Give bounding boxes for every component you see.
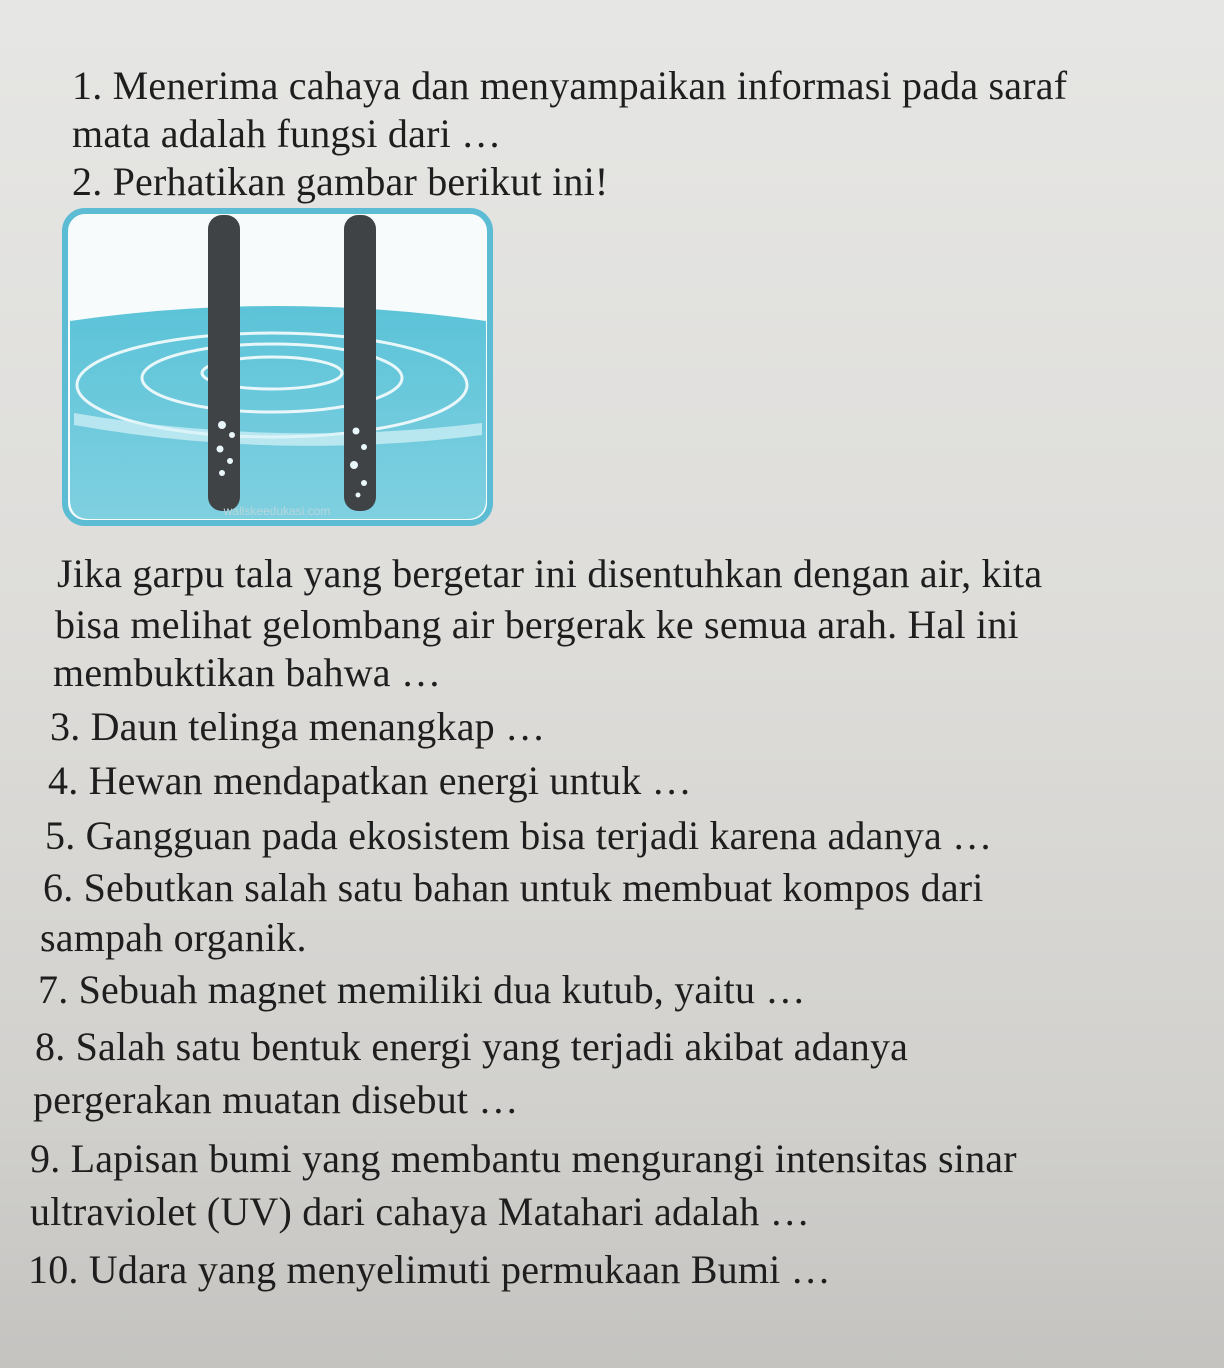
question-6-line-2: sampah organik. bbox=[40, 915, 307, 960]
question-7: 7. Sebuah magnet memiliki dua kutub, yaitu … bbox=[38, 967, 806, 1012]
question-4: 4. Hewan mendapatkan energi untuk … bbox=[48, 758, 692, 803]
question-8-line-1: 8. Salah satu bentuk energi yang terjadi akibat adanya bbox=[35, 1024, 909, 1069]
question-2-line-3: bisa melihat gelombang air bergerak ke semua arah. Hal ini bbox=[55, 602, 1019, 647]
tuning-fork-right-prong bbox=[344, 215, 376, 511]
question-3: 3. Daun telinga menangkap … bbox=[50, 704, 546, 749]
question-5: 5. Gangguan pada ekosistem bisa terjadi karena adanya … bbox=[45, 813, 993, 858]
question-6-line-1: 6. Sebutkan salah satu bahan untuk membuat kompos dari bbox=[43, 865, 984, 910]
question-1-line-2: mata adalah fungsi dari … bbox=[72, 111, 502, 156]
tuning-fork-left-prong bbox=[208, 215, 240, 511]
question-2-line-4: membuktikan bahwa … bbox=[53, 650, 442, 695]
question-2-line-2: Jika garpu tala yang bergetar ini disentuhkan dengan air, kita bbox=[57, 551, 1043, 596]
figure-watermark: wallskeedukasi.com bbox=[223, 504, 331, 518]
question-2-line-1: 2. Perhatikan gambar berikut ini! bbox=[72, 159, 609, 204]
question-9-line-1: 9. Lapisan bumi yang membantu mengurangi intensitas sinar bbox=[30, 1136, 1017, 1181]
tuning-fork-water-figure bbox=[62, 203, 494, 528]
question-8-line-2: pergerakan muatan disebut … bbox=[33, 1077, 519, 1122]
question-1-line-1: 1. Menerima cahaya dan menyampaikan informasi pada saraf bbox=[72, 63, 1068, 108]
question-10: 10. Udara yang menyelimuti permukaan Bumi … bbox=[28, 1247, 831, 1292]
question-9-line-2: ultraviolet (UV) dari cahaya Matahari adalah … bbox=[30, 1189, 810, 1234]
